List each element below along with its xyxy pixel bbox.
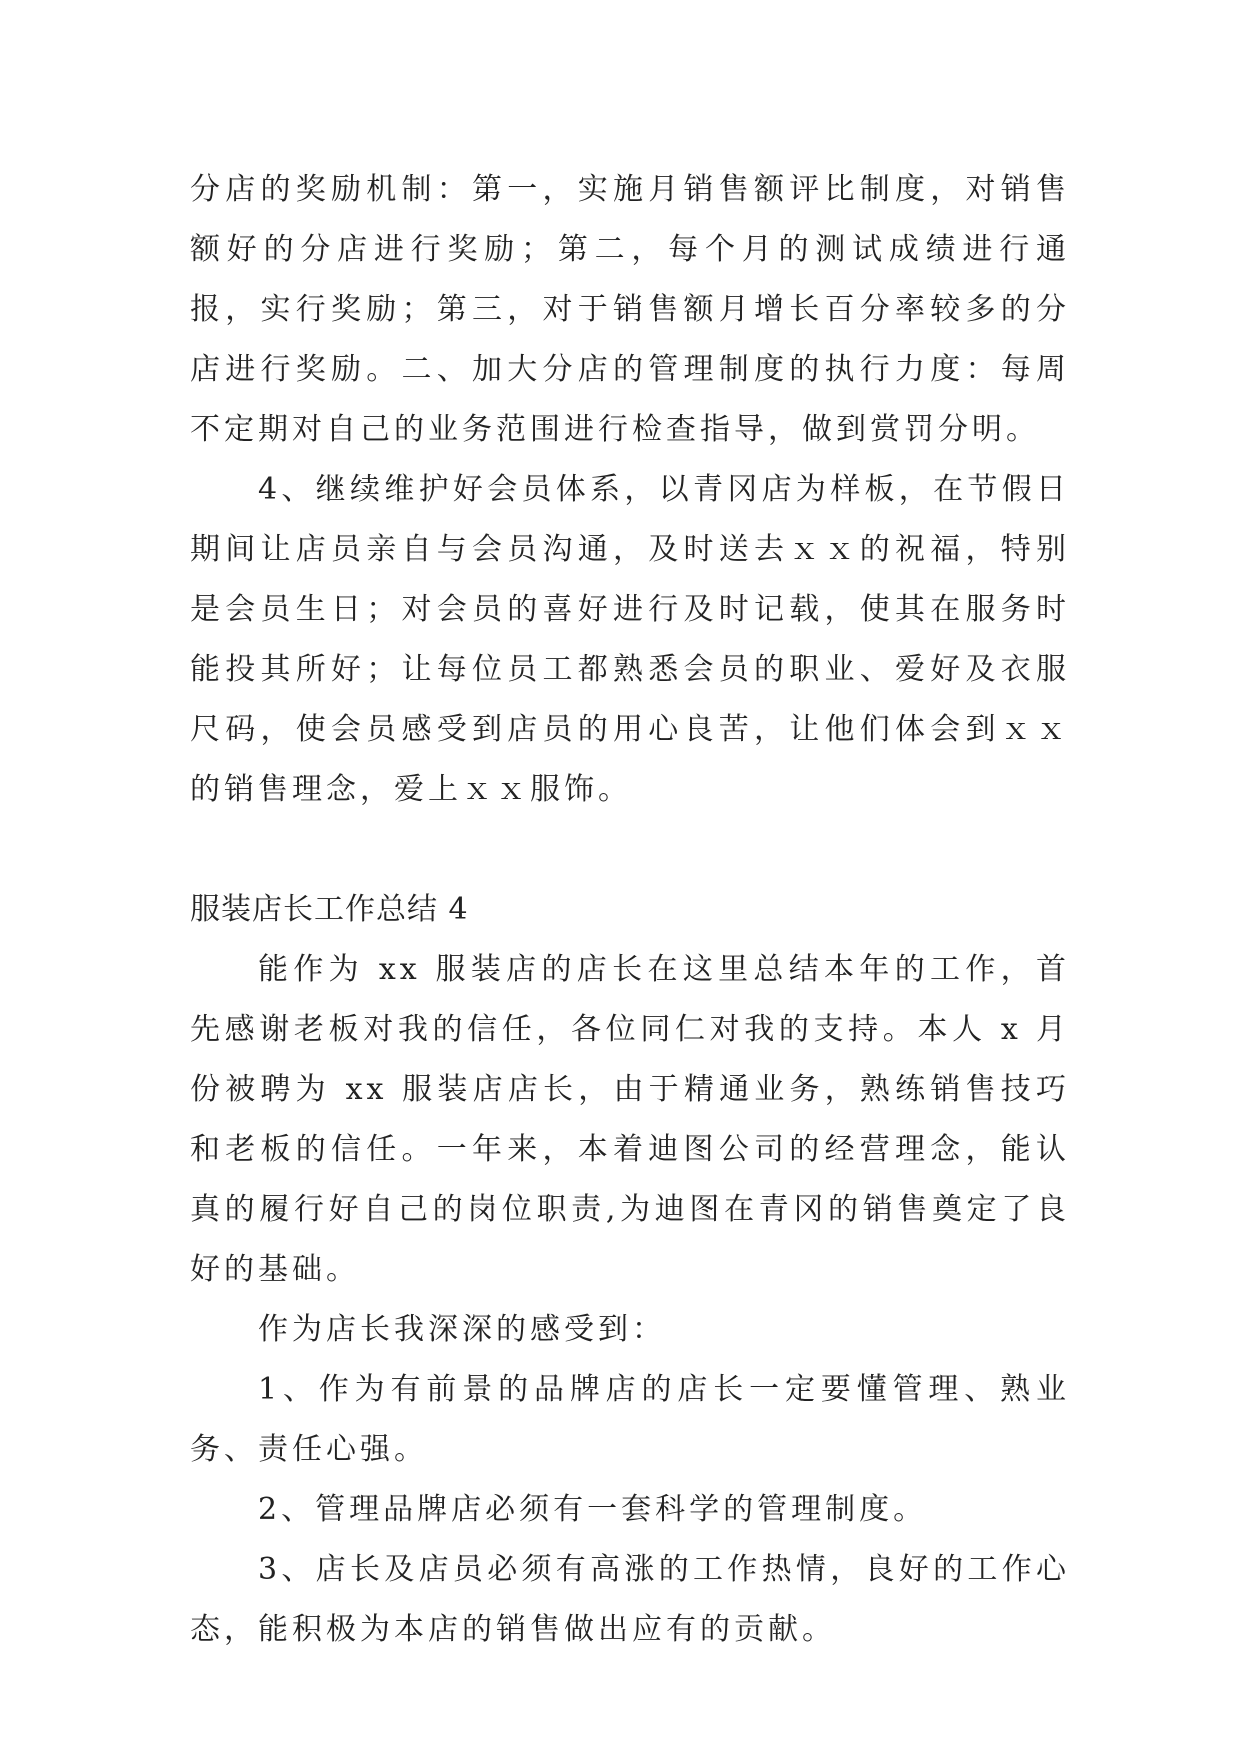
- paragraph-point-1: 1、作为有前景的品牌店的店长一定要懂管理、熟业务、责任心强。: [190, 1372, 1070, 1467]
- paragraph-reward-mechanism: 分店的奖励机制：第一，实施月销售额评比制度，对销售额好的分店进行奖励；第二，每个月的测试成绩进行通报，实行奖励；第三，对于销售额月增长百分率较多的分店进行奖励。二、加大分店的管理制度的执行力度：每周不定期对自己的业务范围进行检查指导，做到赏罚分明。: [190, 172, 1070, 447]
- paragraph-membership-system: 4、继续维护好会员体系，以青冈店为样板，在节假日期间让店员亲自与会员沟通，及时送去ｘｘ的祝福，特别是会员生日；对会员的喜好进行及时记载，使其在服务时能投其所好；让每位员工都熟悉会员的职业、爱好及衣服尺码，使会员感受到店员的用心良苦，让他们体会到ｘｘ的销售理念，爱上ｘｘ服饰。: [190, 472, 1070, 807]
- document-body: [190, 160, 1070, 1660]
- paragraph-point-3: 3、店长及店员必须有高涨的工作热情，良好的工作心态，能积极为本店的销售做出应有的贡献。: [190, 1552, 1070, 1647]
- paragraph-intro: 能作为 xx 服装店的店长在这里总结本年的工作，首先感谢老板对我的信任，各位同仁对我的支持。本人 x 月份被聘为 xx 服装店店长，由于精通业务，熟练销售技巧和老板的信任。一年来，本着迪图公司的经营理念，能认真的履行好自己的岗位职责,为迪图在青冈的销售奠定了良好的基础。: [190, 952, 1070, 1287]
- section-title: 服装店长工作总结 4: [190, 892, 469, 927]
- paragraph-point-2: 2、管理品牌店必须有一套科学的管理制度。: [258, 1492, 928, 1527]
- paragraph-feelings-lead: 作为店长我深深的感受到：: [258, 1312, 666, 1347]
